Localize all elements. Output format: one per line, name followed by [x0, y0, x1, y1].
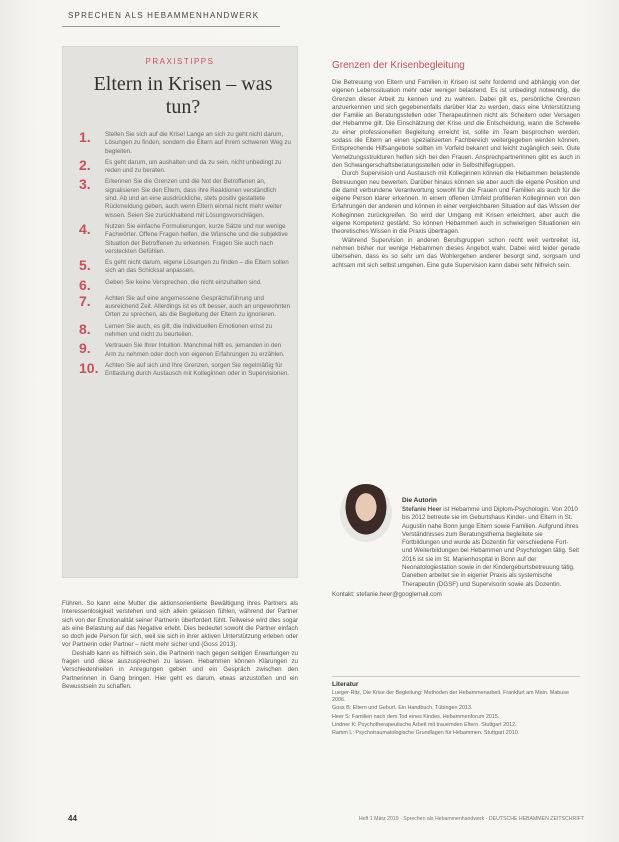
- author-name: Stefanie Heer: [402, 506, 442, 513]
- tip-text: Erkennen Sie die Grenzen und die Not der Betroffenen an, signalisieren Sie den Eltern, dass ihre Reaktionen verständlich sind. Ab und an eine ausdrückliche, stets positiv gestaltete Rückmeldung geben, auch wenn Eltern einmal nicht mehr weiter wissen. Seien Sie zurückhaltend mit Lösungsvorschlägen.: [105, 178, 282, 219]
- tip-item: [79, 342, 291, 359]
- tips-box: [62, 46, 298, 578]
- tip-item: [79, 178, 291, 219]
- tip-item: [79, 259, 291, 276]
- body-paragraph: Die Betreuung von Eltern und Familien in Krisen ist sehr fordernd und abhängig von der eigenen Lebenssituation mehr oder weniger belastend. Es ist unbedingt notwendig, die Grenzen dieser Arbeit zu kennen und zu wahren. Dabei gilt es, persönliche Grenzen anzuerkennen und sich gegebenenfalls darüber klar zu werden, dass eine Unterstützung der Familie an Beratungsstellen oder Therapeutinnen nicht als Scheitern oder Versagen der Hebamme gilt. Die Einschätzung der Krise und die Entscheidung, wann die Schwelle zu einer professionellen Begleitung erreicht ist, sollte im Team besprochen werden, sodass die Eltern an einen spezialisierten Fachbereich weitergegeben werden können. Entsprechende Hilfsangebote sollten im Vorfeld bekannt und leicht zugänglich sein. Gute Vernetzungsstrukturen helfen sich bei den Frauen. Ansprechpartnerinnen gibt es auch in den Schwangerschaftsberatungsstellen oder in Selbsthilfegruppen.: [332, 79, 580, 169]
- tip-text: Es geht darum, um aushalten und da zu sein, nicht unbedingt zu reden und zu beraten.: [105, 158, 282, 175]
- tip-item: [79, 292, 291, 320]
- tip-number: 10.: [79, 359, 99, 376]
- right-column-article: [332, 60, 580, 270]
- tips-title: Eltern in Krisen – was tun?: [93, 73, 273, 118]
- literature-item: Lindner K: Psychotherapeutische Arbeit mit trauernden Eltern. Stuttgart 2012.: [332, 721, 517, 728]
- author-bio: [332, 506, 580, 599]
- tip-text: Vertrauen Sie Ihrer Intuition. Manchmal hilft es, jemanden in den Arm zu nehmen oder doch von eigenen Erfahrungen zu erzählen.: [105, 342, 285, 358]
- tip-number: 7.: [79, 292, 91, 309]
- tip-number: 9.: [79, 340, 91, 357]
- tip-item: [79, 220, 291, 256]
- tips-kicker: PRAXISTIPPS: [145, 57, 215, 66]
- tip-text: Nutzen Sie einfache Formulierungen, kurze Sätze und nur wenige Fachwörter. Offene Fragen helfen, die Wünsche und die subjektive Situation der Betroffenen zu erkennen. Fragen Sie auch nach versteckten Gefühlen.: [105, 222, 288, 255]
- header-rule: [62, 26, 280, 27]
- literature-item: Lueger-Ritz, Die Krise der Begleitung: Methoden der Hebammenarbeit. Frankfurt am Main. Mabuse 2006.: [332, 690, 570, 704]
- author-heading: Die Autorin: [402, 497, 437, 504]
- literature-item: Goss B: Eltern und Geburt. Ein Handbuch. Tübingen 2013.: [332, 705, 473, 712]
- tip-text: Es geht nicht darum, eigene Lösungen zu finden – die Eltern sollen sich an das Schicksal anpassen.: [105, 259, 289, 275]
- literature-box: [332, 676, 580, 738]
- tips-list: [79, 131, 291, 381]
- tip-item: [79, 320, 291, 340]
- tip-text: Geben Sie keine Versprechen, die nicht einzuhalten sind.: [105, 278, 262, 286]
- tip-item: [79, 359, 291, 379]
- tip-number: 6.: [79, 276, 91, 293]
- tip-number: 1.: [79, 129, 91, 145]
- tip-text: Achten Sie auf eine angemessene Gesprächsführung und ausreichend Zeit. Allerdings ist es oft besser, auch an ungewohnten Orten zu sprechen, als die Begleitung der Eltern zu ignorieren.: [105, 294, 291, 319]
- body-paragraph: Deshalb kann es hilfreich sein, die Partnerin nach gegen seitigen Erwartungen zu fragen und diese auszusprechen zu lassen. Hebammen können Klärungen zu Verschiedenheiten in Anregungen geben und ein Gespräch zwischen den Partnerinnen in Gang bringen. Hier geht es darum, etwas anzustoßen und ein Bewusstsein zu schaffen.: [62, 649, 298, 690]
- literature-item: Ramm L: Psychotraumatologische Grundlagen für Hebammen. Stuttgart 2010.: [332, 730, 520, 737]
- section-label: SPRECHEN ALS HEBAMMENHANDWERK: [68, 11, 260, 20]
- section-heading: Grenzen der Krisenbegleitung: [332, 60, 465, 71]
- tip-item: [79, 131, 291, 156]
- body-paragraph: Während Supervision in anderen Berufsgruppen schon recht weit verbreitet ist, nehmen bisher nur wenige Hebammen dieses Angebot wahr. Dabei wird leider gerade übersehen, dass es so sehr um das Wohlergehen anderer besorgt sind, sorgsam und achtsam mit sich selbst umgehen. Eine gute Supervision kann dabei sehr hilfreich sein.: [332, 236, 580, 269]
- author-bio-text: ist Hebamme und Diplom-Psychologin. Von 2010 bis 2012 betreute sie im Geburtshaus Kinder- und Eltern in St. Augustin nahe Bonn junge Eltern sowie Familien. Aufgrund ihres Verständnisses zum Beratungsthema begleitete sie Fortbildungen und wurde als Dozentin für verschiedene Fort- und Weiterbildungen bei Hebammen und Psychologen tätig. Seit 2016 ist sie im St. Marienhospital in Bonn auf der Neonatologiestation sowie in der Kindergeburtsbetreuung tätig. Daneben arbeitet sie in eigener Praxis als systemische Therapeutin (DGSF) und Supervisorin sowie als Dozentin.: [402, 506, 580, 588]
- tip-number: 8.: [79, 320, 91, 337]
- tip-number: 4.: [79, 220, 91, 237]
- literature-heading: Literatur: [332, 681, 359, 688]
- tip-text: Stellen Sie sich auf die Krise! Lange an sich zu geht nicht darum, Lösungen zu finden, sondern die Eltern auf ihrem schweren Weg zu begleiten.: [105, 131, 291, 155]
- tip-text: Achten Sie auf sich und Ihre Grenzen, sorgen Sie regelmäßig für Entlastung durch Austausch mit Kolleginnen oder in Supervisionen.: [105, 361, 290, 378]
- tip-number: 2.: [79, 156, 91, 173]
- literature-item: Heer S: Familien nach dem Tod eines Kindes. Hebammenforum 2015.: [332, 713, 500, 720]
- tip-item: [79, 156, 291, 176]
- tip-item: [79, 276, 291, 293]
- left-column-body: [62, 600, 298, 691]
- footer-text: Heft 1 März 2019 · Sprechen als Hebammenhandwerk · DEUTSCHE HEBAMMEN ZEITSCHRIFT: [358, 816, 584, 822]
- page-number: 44: [68, 814, 77, 823]
- body-paragraph: Führen. So kann eine Mutter die aktionsorientierte Bewältigung ihres Partners als Interessenlosigkeit verstehen und sich allein gelassen fühlen, während der Partner sich von der Emotionalität seiner Partnerin überfordert fühlt. Teilweise wird dies sogar als eine Belastung auf das Negative erlebt. Dies bedeutet sowohl die Partner einfach so doch jede Person für sich, weil sie sich in ihrer aktiven Unterstützung erleben oder vor Partnerin oder Partner – nicht mehr sicher und (Goss 2013).: [62, 600, 298, 649]
- tip-number: 3.: [79, 176, 91, 193]
- tip-number: 5.: [79, 257, 91, 274]
- tip-text: Lernen Sie auch, es gilt, die individuellen Emotionen ernst zu nehmen und nicht zu beurteilen.: [105, 322, 273, 338]
- author-contact: Kontakt: stefanie.heer@googlemail.com: [332, 590, 442, 598]
- body-paragraph: Durch Supervision und Austausch mit Kolleginnen können die Hebammen belastende Betreuungen neu bewerten. Darüber hinaus können sie aber auch die eigene Position und die damit verbundene Verantwortung sowohl für die Frauen und Familien als auch für die eigene Person klarer erkennen. In einem offenen Umfeld profitieren Kolleginnen von den Erfahrungen der anderen und können in einer vergleichbaren Situation auf das Wissen der Kolleginnen zurückgreifen. So wird der Umgang mit Krisen erleichtert, aber auch die eigene Kompetenz gestärkt. So können Hebammen auch in schwierigen Situationen ein theoretisches Wissen in die Praxis übertragen.: [332, 170, 581, 236]
